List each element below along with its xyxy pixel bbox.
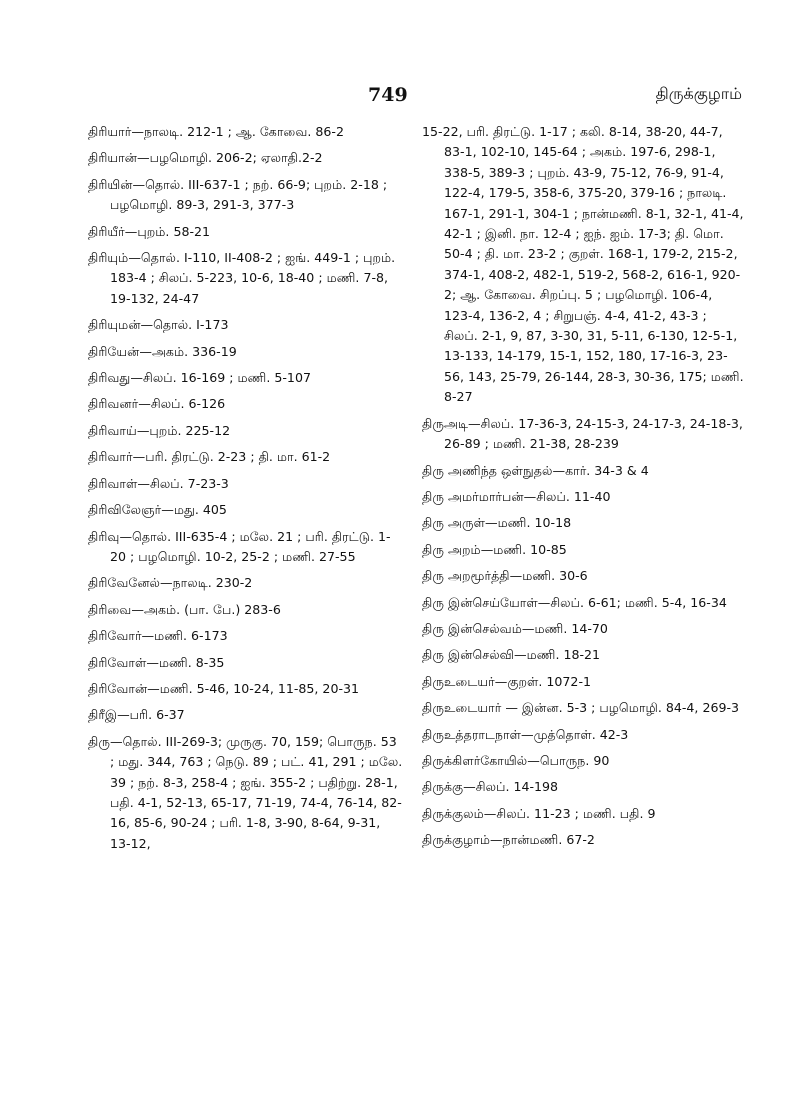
index-entry <box>422 593 744 613</box>
entry-headword: திரிவாள் <box>88 475 138 491</box>
entry-headword: திரிவாய் <box>88 422 137 438</box>
entry-references: —புறம். 225-12 <box>136 422 231 438</box>
entry-headword: திரு இன்செல்வம் <box>422 620 522 636</box>
entry-headword: திரிவோர் <box>88 628 142 644</box>
entry-references: —குறள். 1072-1 <box>494 673 591 689</box>
right-column <box>422 122 744 857</box>
entry-headword: திருக்குலம் <box>422 805 484 821</box>
entry-references: —சிலப். 14-198 <box>463 779 559 795</box>
index-entry <box>88 248 404 309</box>
entry-headword: திரிவோன் <box>88 680 148 696</box>
entry-references: —மணி. 10-85 <box>480 541 567 557</box>
entry-references: —தொல். III-269-3; முருகு. 70, 159; பொருந. 53 ; மது. 344, 763 ; நெடு. 89 ; பட். 41, 291 ; மலே. 39 ; நற். 8-3, 258-4 ; ஐங். 355-2 ; பதிற்று. 28-1, பதி. 4-1, 52-13, 65-17, 71-19, 74-4, 76-14, 82-16, 85-6, 90-24 ; பரி. 1-8, 3-90, 8-64, 9-31, 13-12, <box>110 733 403 851</box>
entry-headword: திரிவை <box>88 601 132 617</box>
entry-references: —தொல். III-637-1 ; நற். 66-9; புறம். 2-18 ; பழமொழி. 89-3, 291-3, 377-3 <box>110 176 388 213</box>
index-entry <box>422 461 744 481</box>
entry-headword: திரு அறமூர்த்தி <box>422 568 510 584</box>
entry-headword: திரியார் <box>88 124 132 139</box>
entry-headword: திரியும் <box>88 250 129 266</box>
entry-headword: திருஅடி <box>422 415 469 431</box>
index-entry <box>422 414 744 455</box>
index-entry <box>88 148 404 168</box>
index-entry <box>422 777 744 797</box>
entry-references: —நாலடி. 230-2 <box>159 575 253 591</box>
entry-headword: திரிவு <box>88 528 120 544</box>
index-entry <box>88 705 404 725</box>
index-entry <box>422 487 744 507</box>
index-entry <box>422 619 744 639</box>
entry-references: —அகம். (பா. பே.) 283-6 <box>131 601 281 617</box>
index-entry <box>88 500 404 520</box>
entry-references: —தொல். I-173 <box>140 317 229 333</box>
entry-references: —கார். 34-3 & 4 <box>552 462 649 478</box>
entry-headword: திரிவிலேஞர் <box>88 502 162 518</box>
index-entry <box>422 830 744 850</box>
entry-references: —சிலப். 7-23-3 <box>137 475 229 491</box>
entry-headword: திருக்கிளர்கோயில் <box>422 752 528 768</box>
entry-headword: திரு அறம் <box>422 541 481 557</box>
entry-references: —சிலப். 17-36-3, 24-15-3, 24-17-3, 24-18-3, 26-89 ; மணி. 21-38, 28-239 <box>444 415 743 452</box>
index-entry <box>88 474 404 494</box>
entry-references: —பொருந. 90 <box>527 752 610 768</box>
entry-references: —தொல். III-635-4 ; மலே. 21 ; பரி. திரட்டு. 1-20 ; பழமொழி. 10-2, 25-2 ; மணி. 27-55 <box>110 528 391 564</box>
entry-references: —சிலப். 11-23 ; மணி. பதி. 9 <box>483 805 656 821</box>
entry-headword: திரியான் <box>88 150 137 166</box>
index-entry <box>88 626 404 646</box>
entry-references: —மணி. 30-6 <box>509 568 588 584</box>
entry-references: —அகம். 336-19 <box>139 343 237 359</box>
entry-headword: திரு அமர்மார்பன் <box>422 488 524 504</box>
entry-headword: திரியின் <box>88 176 133 192</box>
entry-references: —தொல். I-110, II-408-2 ; ஐங். 449-1 ; புறம். 183-4 ; சிலப். 5-223, 10-6, 18-40 ; மணி. 7-8, 19-132, 24-47 <box>110 250 396 306</box>
left-column <box>88 122 404 860</box>
entry-headword: திரிவேனேல் <box>88 575 160 591</box>
entry-headword: திரு <box>88 733 110 749</box>
entry-references: —சிலப். 6-61; மணி. 5-4, 16-34 <box>537 594 727 610</box>
index-entry <box>88 421 404 441</box>
entry-references: —மணி. 5-46, 10-24, 11-85, 20-31 <box>147 680 360 696</box>
entry-headword: திரிவார் <box>88 449 133 465</box>
index-entry <box>422 122 744 408</box>
index-entry <box>88 175 404 216</box>
index-entry <box>422 751 744 771</box>
entry-headword: திரிவோள் <box>88 654 147 670</box>
entry-references: 15-22, பரி. திரட்டு. 1-17 ; கலி. 8-14, 38-20, 44-7, 83-1, 102-10, 145-64 ; அகம். 197-6, 298-1, 338-5, 389-3 ; புறம். 43-9, 75-12, 76-9, 91-4, 122-4, 179-5, 358-6, 375-20, 379-16 ; நாலடி. 167-1, 291-1, 304-1 ; நான்மணி. 8-1, 32-1, 41-4, 42-1 ; இனி. நா. 12-4 ; ஐந். ஐம். 17-3; தி. மொ. 50-4 ; தி. மா. 23-2 ; குறள். 168-1, 179-2, 215-2, 374-1, 408-2, 482-1, 519-2, 568-2, 616-1, 920-2; ஆ. கோவை. சிறப்பு. 5 ; பழமொழி. 106-4, 123-4, 136-2, 4 ; சிறுபஞ். 4-4, 41-2, 43-3 ; சிலப். 2-1, 9, 87, 3-30, 31, 5-11, 6-130, 12-5-1, 13-133, 14-179, 15-1, 152, 180, 17-16-3, 23-56, 143, 25-79, 26-144, 28-3, 30-36, 175; மணி. 8-27 <box>422 124 744 405</box>
index-entry <box>88 222 404 242</box>
page-header <box>0 84 800 116</box>
entry-references: —பரி. 6-37 <box>117 707 185 723</box>
entry-headword: திருக்குழாம் <box>422 832 491 848</box>
index-entry <box>88 315 404 335</box>
index-entry <box>422 540 744 560</box>
index-entry <box>88 394 404 414</box>
index-entry <box>88 573 404 593</box>
index-entry <box>88 122 404 142</box>
page-number: 749 <box>368 84 408 106</box>
entry-headword: திரு அணிந்த ஒள்நுதல் <box>422 462 553 478</box>
index-entry <box>88 653 404 673</box>
entry-headword: திரியீர் <box>88 223 125 239</box>
index-entry <box>422 804 744 824</box>
entry-references: —மணி. 6-173 <box>141 628 228 644</box>
index-entry <box>422 698 744 718</box>
entry-references: —மணி. 14-70 <box>521 620 608 636</box>
entry-references: —பரி. திரட்டு. 2-23 ; தி. மா. 61-2 <box>132 449 331 465</box>
entry-references: —மணி. 18-21 <box>514 647 601 663</box>
index-entry <box>88 447 404 467</box>
index-entry <box>88 342 404 362</box>
entry-references: —நாலடி. 212-1 ; ஆ. கோவை. 86-2 <box>131 124 344 139</box>
entry-headword: திரிவனர் <box>88 396 139 412</box>
entry-headword: திரு இன்செல்வி <box>422 647 515 663</box>
entry-headword: திரீஇ <box>88 707 118 723</box>
entry-headword: திருஉடையார் <box>422 700 502 716</box>
running-head: திருக்குழாம் <box>655 84 742 103</box>
index-entry <box>422 566 744 586</box>
entry-headword: திரிவது <box>88 370 131 386</box>
index-entry <box>422 672 744 692</box>
entry-references: —பழமொழி. 206-2; ஏலாதி.2-2 <box>136 150 323 166</box>
index-entry <box>88 679 404 699</box>
entry-references: —சிலப். 16-169 ; மணி. 5-107 <box>130 370 311 386</box>
index-entry <box>422 725 744 745</box>
entry-references: —முத்தொள். 42-3 <box>520 726 629 742</box>
index-entry <box>422 513 744 533</box>
index-entry <box>422 645 744 665</box>
index-entry <box>88 527 404 568</box>
index-entry <box>88 600 404 620</box>
entry-headword: திரியேன் <box>88 343 140 359</box>
entry-headword: திரு இன்செய்யோள் <box>422 594 538 610</box>
entry-references: —சிலப். 11-40 <box>523 488 611 504</box>
entry-references: —மணி. 8-35 <box>146 654 225 670</box>
entry-headword: திருஉடையர் <box>422 673 495 689</box>
entry-references: —சிலப். 6-126 <box>138 396 226 412</box>
entry-references: —புறம். 58-21 <box>124 223 211 239</box>
entry-headword: திருக்கு <box>422 779 464 795</box>
entry-references: — இன்ன. 5-3 ; பழமொழி. 84-4, 269-3 <box>501 700 740 716</box>
index-entry <box>88 732 404 854</box>
index-entry <box>88 368 404 388</box>
entry-references: —மது. 405 <box>161 502 227 518</box>
entry-headword: திரியுமன் <box>88 317 141 333</box>
entry-headword: திரு அருள் <box>422 515 486 531</box>
entry-headword: திருஉத்தராடநாள் <box>422 726 521 742</box>
entry-references: —நான்மணி. 67-2 <box>490 832 595 848</box>
entry-references: —மணி. 10-18 <box>485 515 572 531</box>
